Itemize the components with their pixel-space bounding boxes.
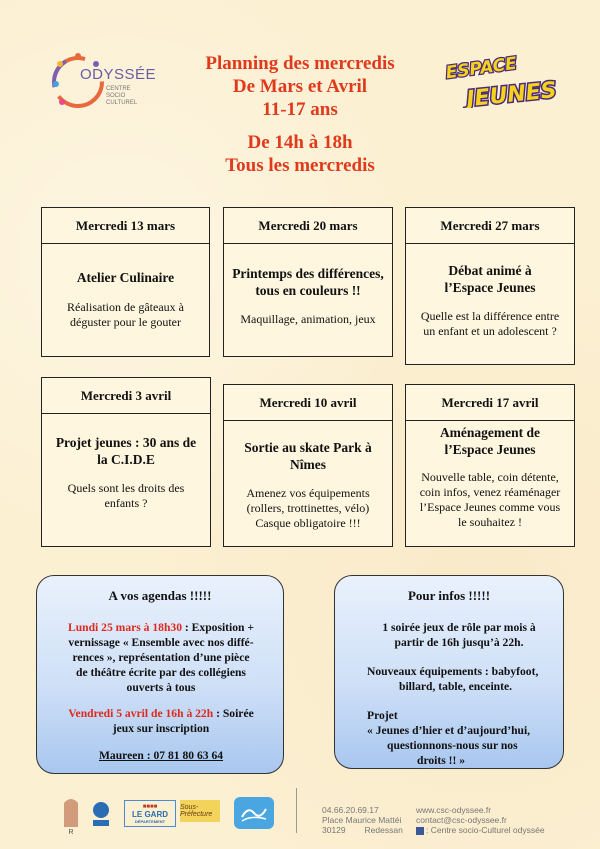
agenda-content [51, 620, 271, 763]
sous-prefecture-logo: Sous-Préfecture [180, 800, 220, 822]
footer-online [416, 805, 545, 835]
website-link[interactable]: www.csc-odyssee.fr [416, 805, 492, 815]
page-header [150, 52, 450, 177]
agenda-item-2: Vendredi 5 avril de 16h à 22h : Soirée jeux sur inscription [68, 707, 254, 735]
card-title: Atelier Culinaire [76, 270, 175, 285]
facebook-icon [416, 827, 424, 835]
card-13-mars [41, 207, 210, 357]
title-age-range: 11-17 ans [262, 99, 338, 120]
card-title: Printemps des différences, tous en couleurs !! [232, 266, 384, 298]
svg-text:ESPACE: ESPACE [444, 53, 519, 84]
card-day: Mercredi 10 avril [224, 385, 392, 421]
espace-jeunes-logo [438, 52, 556, 108]
odyssee-name: ODYSSÉE [80, 66, 157, 83]
agenda-box [36, 575, 284, 774]
card-day: Mercredi 3 avril [42, 378, 210, 414]
card-27-mars [405, 207, 575, 365]
infos-title: Pour infos !!!!! [407, 588, 491, 603]
facebook-link[interactable]: : Centre socio-Culturel odyssée [416, 825, 545, 835]
redessan-logo [60, 797, 82, 837]
card-title: Projet jeunes : 30 ans de la C.I.D.E [55, 435, 197, 467]
card-day: Mercredi 27 mars [406, 208, 574, 244]
odyssee-subtitle: CENTRE SOCIO CULTUREL [106, 86, 138, 106]
agenda-item-1: Lundi 25 mars à 18h30 : Exposition + vernissage « Ensemble avec nos diffé- rences », représentation d’une pièce de théâtre écrite par des collégiens ouverts à tous [67, 621, 255, 694]
every-wednesday-text: Tous les mercredis [225, 155, 375, 176]
card-day: Mercredi 17 avril [406, 385, 574, 421]
infos-project-text: « Jeunes d’hier et d’aujourd’hui, questionnons-nous sur nos droits !! » [367, 724, 531, 767]
card-title: Aménagement de l’Espace Jeunes [439, 425, 541, 457]
card-day: Mercredi 13 mars [42, 208, 209, 244]
title-line-2: De Mars et Avril [232, 76, 368, 97]
card-title: Sortie au skate Park à Nîmes [244, 440, 372, 472]
svg-text:JEUNES: JEUNES [465, 77, 556, 108]
card-description: Maquillage, animation, jeux [240, 312, 376, 326]
infos-content [367, 620, 551, 768]
card-description: Réalisation de gâteaux à déguster pour le gouter [67, 300, 184, 329]
footer-divider [296, 788, 297, 833]
partner-logo [234, 797, 274, 829]
infos-paragraph-2: Nouveaux équipements : babyfoot, billard, table, enceinte. [367, 665, 539, 693]
card-day: Mercredi 20 mars [224, 208, 392, 244]
agenda-contact: Maureen : 07 81 80 63 64 [98, 749, 224, 762]
svg-text:R: R [68, 829, 74, 836]
title-line-1: Planning des mercredis [205, 53, 395, 74]
email-link[interactable]: contact@csc-odyssee.fr [416, 815, 507, 825]
card-description: Quels sont les droits des enfants ? [67, 481, 185, 510]
footer-address: 04.66.20.69.17 Place Maurice Mattéi 30129 Redessan [322, 805, 403, 835]
infos-paragraph-1: 1 soirée jeux de rôle par mois à partir de 16h jusqu’à 22h. [382, 621, 536, 649]
infos-box [334, 575, 564, 769]
card-description: Amenez vos équipements (rollers, trottinettes, vélo) Casque obligatoire !!! [246, 486, 370, 530]
odyssee-logo [48, 44, 158, 124]
card-3-avril [41, 377, 211, 547]
card-description: Nouvelle table, coin détente, coin infos, venez réaménager l’Espace Jeunes comme vous le souhaitez ! [419, 470, 561, 529]
card-title: Débat animé à l’Espace Jeunes [444, 263, 536, 295]
card-20-mars [223, 207, 393, 357]
infos-project-title: Projet [367, 709, 398, 722]
card-description: Quelle est la différence entre un enfant et un adolescent ? [420, 309, 560, 338]
hours-text: De 14h à 18h [247, 132, 353, 153]
agenda-title: A vos agendas !!!!! [108, 588, 212, 603]
gard-logo: ■■■■ LE GARD DÉPARTEMENT [124, 800, 176, 827]
caf-logo [90, 800, 112, 828]
card-17-avril [405, 384, 575, 547]
card-10-avril [223, 384, 393, 547]
